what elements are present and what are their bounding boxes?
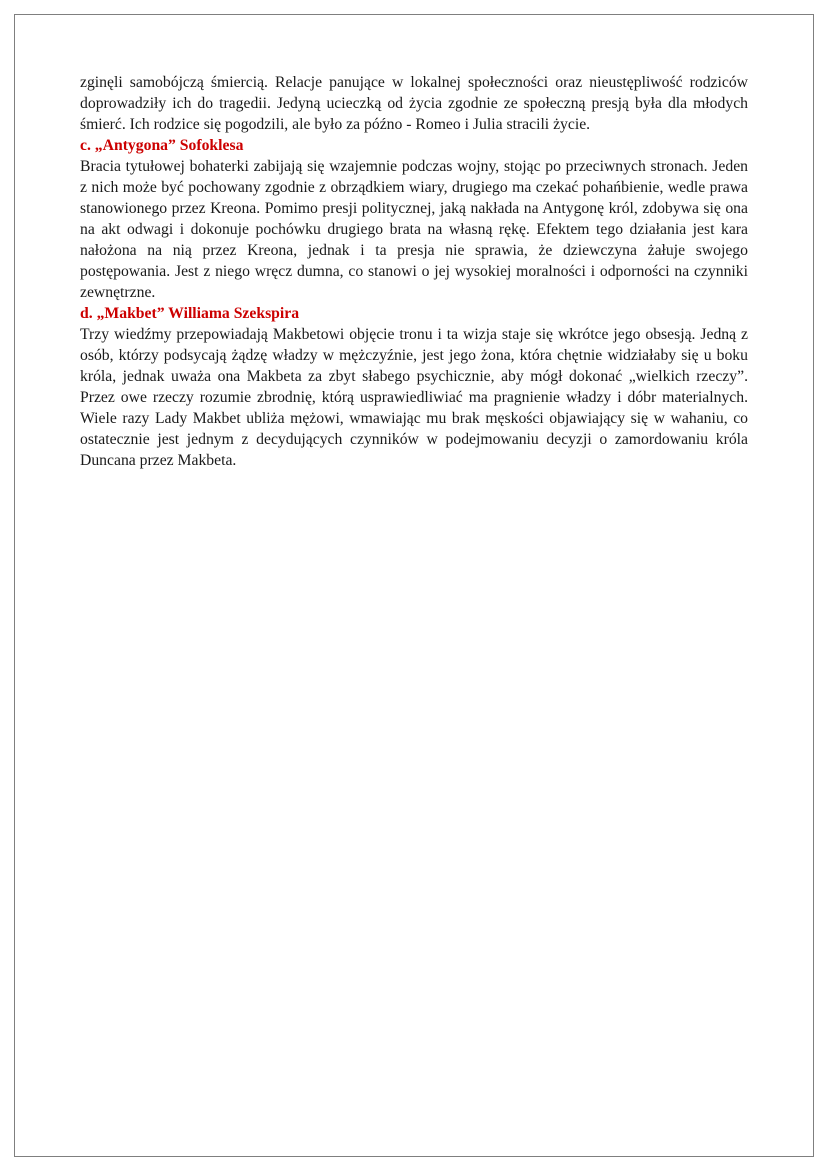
paragraph-makbet: Trzy wiedźmy przepowiadają Makbetowi objęcie tronu i ta wizja staje się wkrótce jego obsesją. Jedną z osób, którzy podsycają żądzę władzy w mężczyźnie, jest jego żona, która chętnie widziałaby się u boku króla, jednak uważa ona Makbeta za zbyt słabego psychicznie, aby mógł dokonać „wielkich rzeczy”. Przez owe rzeczy rozumie zbrodnię, którą usprawiedliwiać ma pragnienie władzy i dóbr materialnych. Wiele razy Lady Makbet ubliża mężowi, wmawiając mu brak męskości objawiający się w wahaniu, co ostatecznie jest jednym z decydujących czynników w podejmowaniu decyzji o zamordowaniu króla Duncana przez Makbeta.	[80, 326, 748, 469]
paragraph-antygona: Bracia tytułowej bohaterki zabijają się wzajemnie podczas wojny, stojąc po przeciwnych stronach. Jeden z nich może być pochowany zgodnie z obrządkiem wiary, drugiego ma czekać pohańbienie, wedle prawa stanowionego przez Kreona. Pomimo presji politycznej, jaką nakłada na Antygonę król, zdobywa się ona na akt odwagi i dokonuje pochówku drugiego brata na własną rękę. Efektem tego działania jest kara nałożona na nią przez Kreona, jednak i ta presja nie sprawia, że dziewczyna żałuje swojego postępowania. Jest z niego wręcz dumna, co stanowi o jej wysokiej moralności i odporności na czynniki zewnętrzne.	[80, 158, 748, 301]
paragraph-romeo-julia-conclusion: zginęli samobójczą śmiercią. Relacje panujące w lokalnej społeczności oraz nieustępliwość rodziców doprowadziły ich do tragedii. Jedyną ucieczką od życia zgodnie ze społeczną presją była dla młodych śmierć. Ich rodzice się pogodzili, ale było za późno - Romeo i Julia stracili życie.	[80, 74, 748, 133]
heading-makbet-szekspira: d. „Makbet” Williama Szekspira	[80, 305, 300, 322]
heading-antygona-sofoklesa: c. „Antygona” Sofoklesa	[80, 137, 244, 154]
document-content	[80, 72, 748, 471]
